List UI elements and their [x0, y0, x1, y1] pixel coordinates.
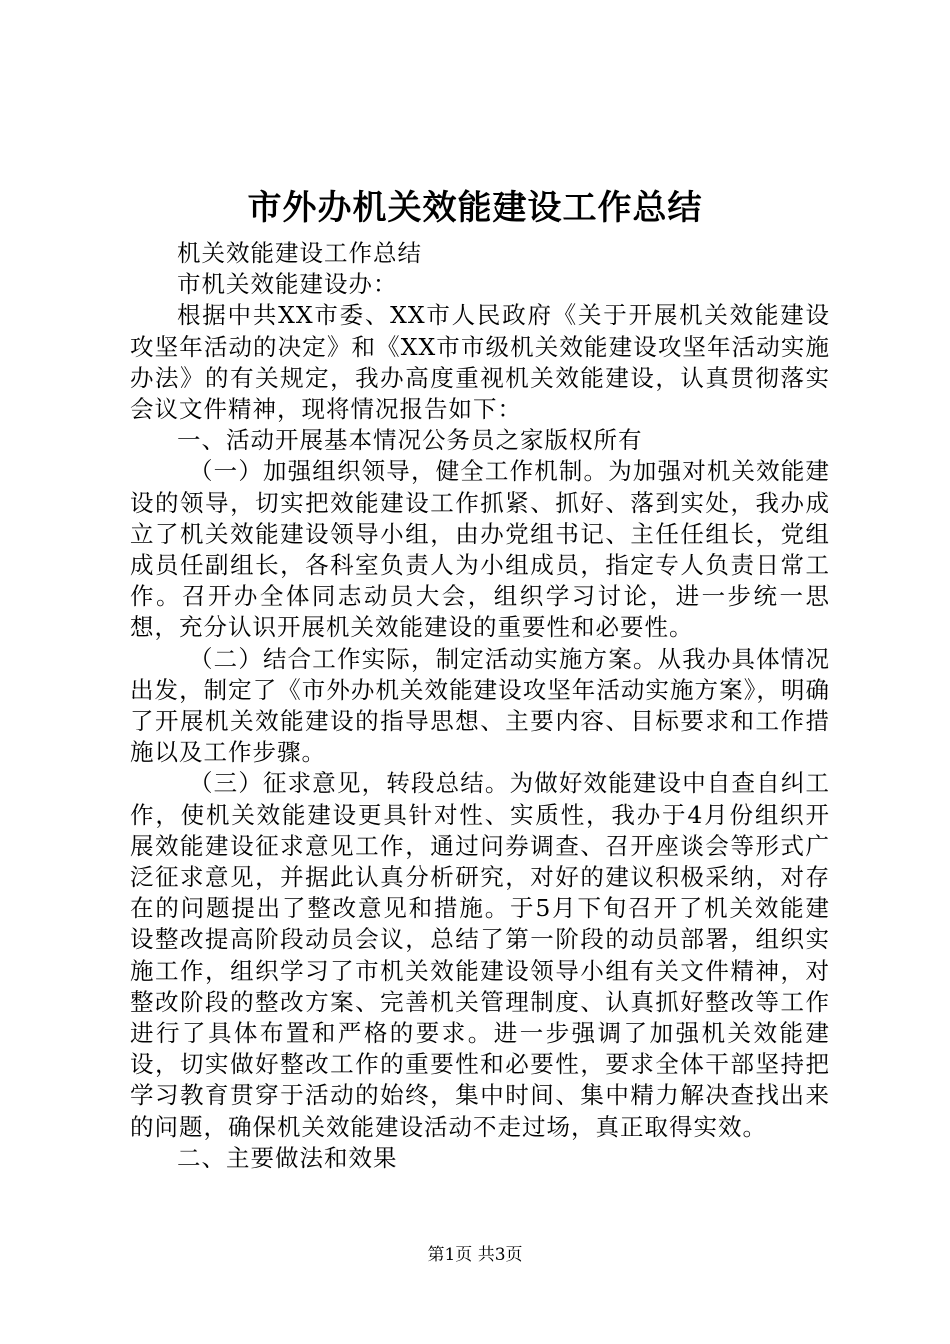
page-number-footer: 第1页 共3页: [427, 1245, 523, 1265]
document-body: [130, 238, 830, 1174]
recipient-paragraph: 市机关效能建设办：: [177, 270, 398, 299]
subtitle-paragraph: 机关效能建设工作总结: [177, 239, 422, 267]
section-heading-1: 一、活动开展基本情况公务员之家版权所有: [177, 426, 643, 455]
document-title: 市外办机关效能建设工作总结: [247, 188, 703, 228]
intro-paragraph: 根据中共XX市委、XX市人民政府《关于开展机关效能建设攻坚年活动的决定》和《XX市市级机关效能建设攻坚年活动实施办法》的有关规定，我办高度重视机关效能建设，认真贯彻落实会议文件精神，现将情况报告如下：: [130, 301, 830, 424]
body-paragraph-3: （三）征求意见，转段总结。为做好效能建设中自查自纠工作，使机关效能建设更具针对性、实质性，我办于4月份组织开展效能建设征求意见工作，通过问券调查、召开座谈会等形式广泛征求意见，并据此认真分析研究，对好的建议积极采纳，对存在的问题提出了整改意见和措施。于5月下旬召开了机关效能建设整改提高阶段动员会议，总结了第一阶段的动员部署，组织实施工作，组织学习了市机关效能建设领导小组有关文件精神，对整改阶段的整改方案、完善机关管理制度、认真抓好整改等工作进行了具体布置和严格的要求。进一步强调了加强机关效能建设，切实做好整改工作的重要性和必要性，要求全体干部坚持把学习教育贯穿于活动的始终，集中时间、集中精力解决查找出来的问题，确保机关效能建设活动不走过场，真正取得实效。: [130, 769, 830, 1141]
body-paragraph-1: （一）加强组织领导，健全工作机制。为加强对机关效能建设的领导，切实把效能建设工作抓紧、抓好、落到实处，我办成立了机关效能建设领导小组，由办党组书记、主任任组长，党组成员任副组长，各科室负责人为小组成员，指定专人负责日常工作。召开办全体同志动员大会，组织学习讨论，进一步统一思想，充分认识开展机关效能建设的重要性和必要性。: [130, 457, 830, 642]
section-heading-2: 二、主要做法和效果: [177, 1143, 398, 1172]
body-paragraph-2: （二）结合工作实际，制定活动实施方案。从我办具体情况出发，制定了《市外办机关效能建设攻坚年活动实施方案》，明确了开展机关效能建设的指导思想、主要内容、目标要求和工作措施以及工作步骤。: [130, 644, 830, 767]
